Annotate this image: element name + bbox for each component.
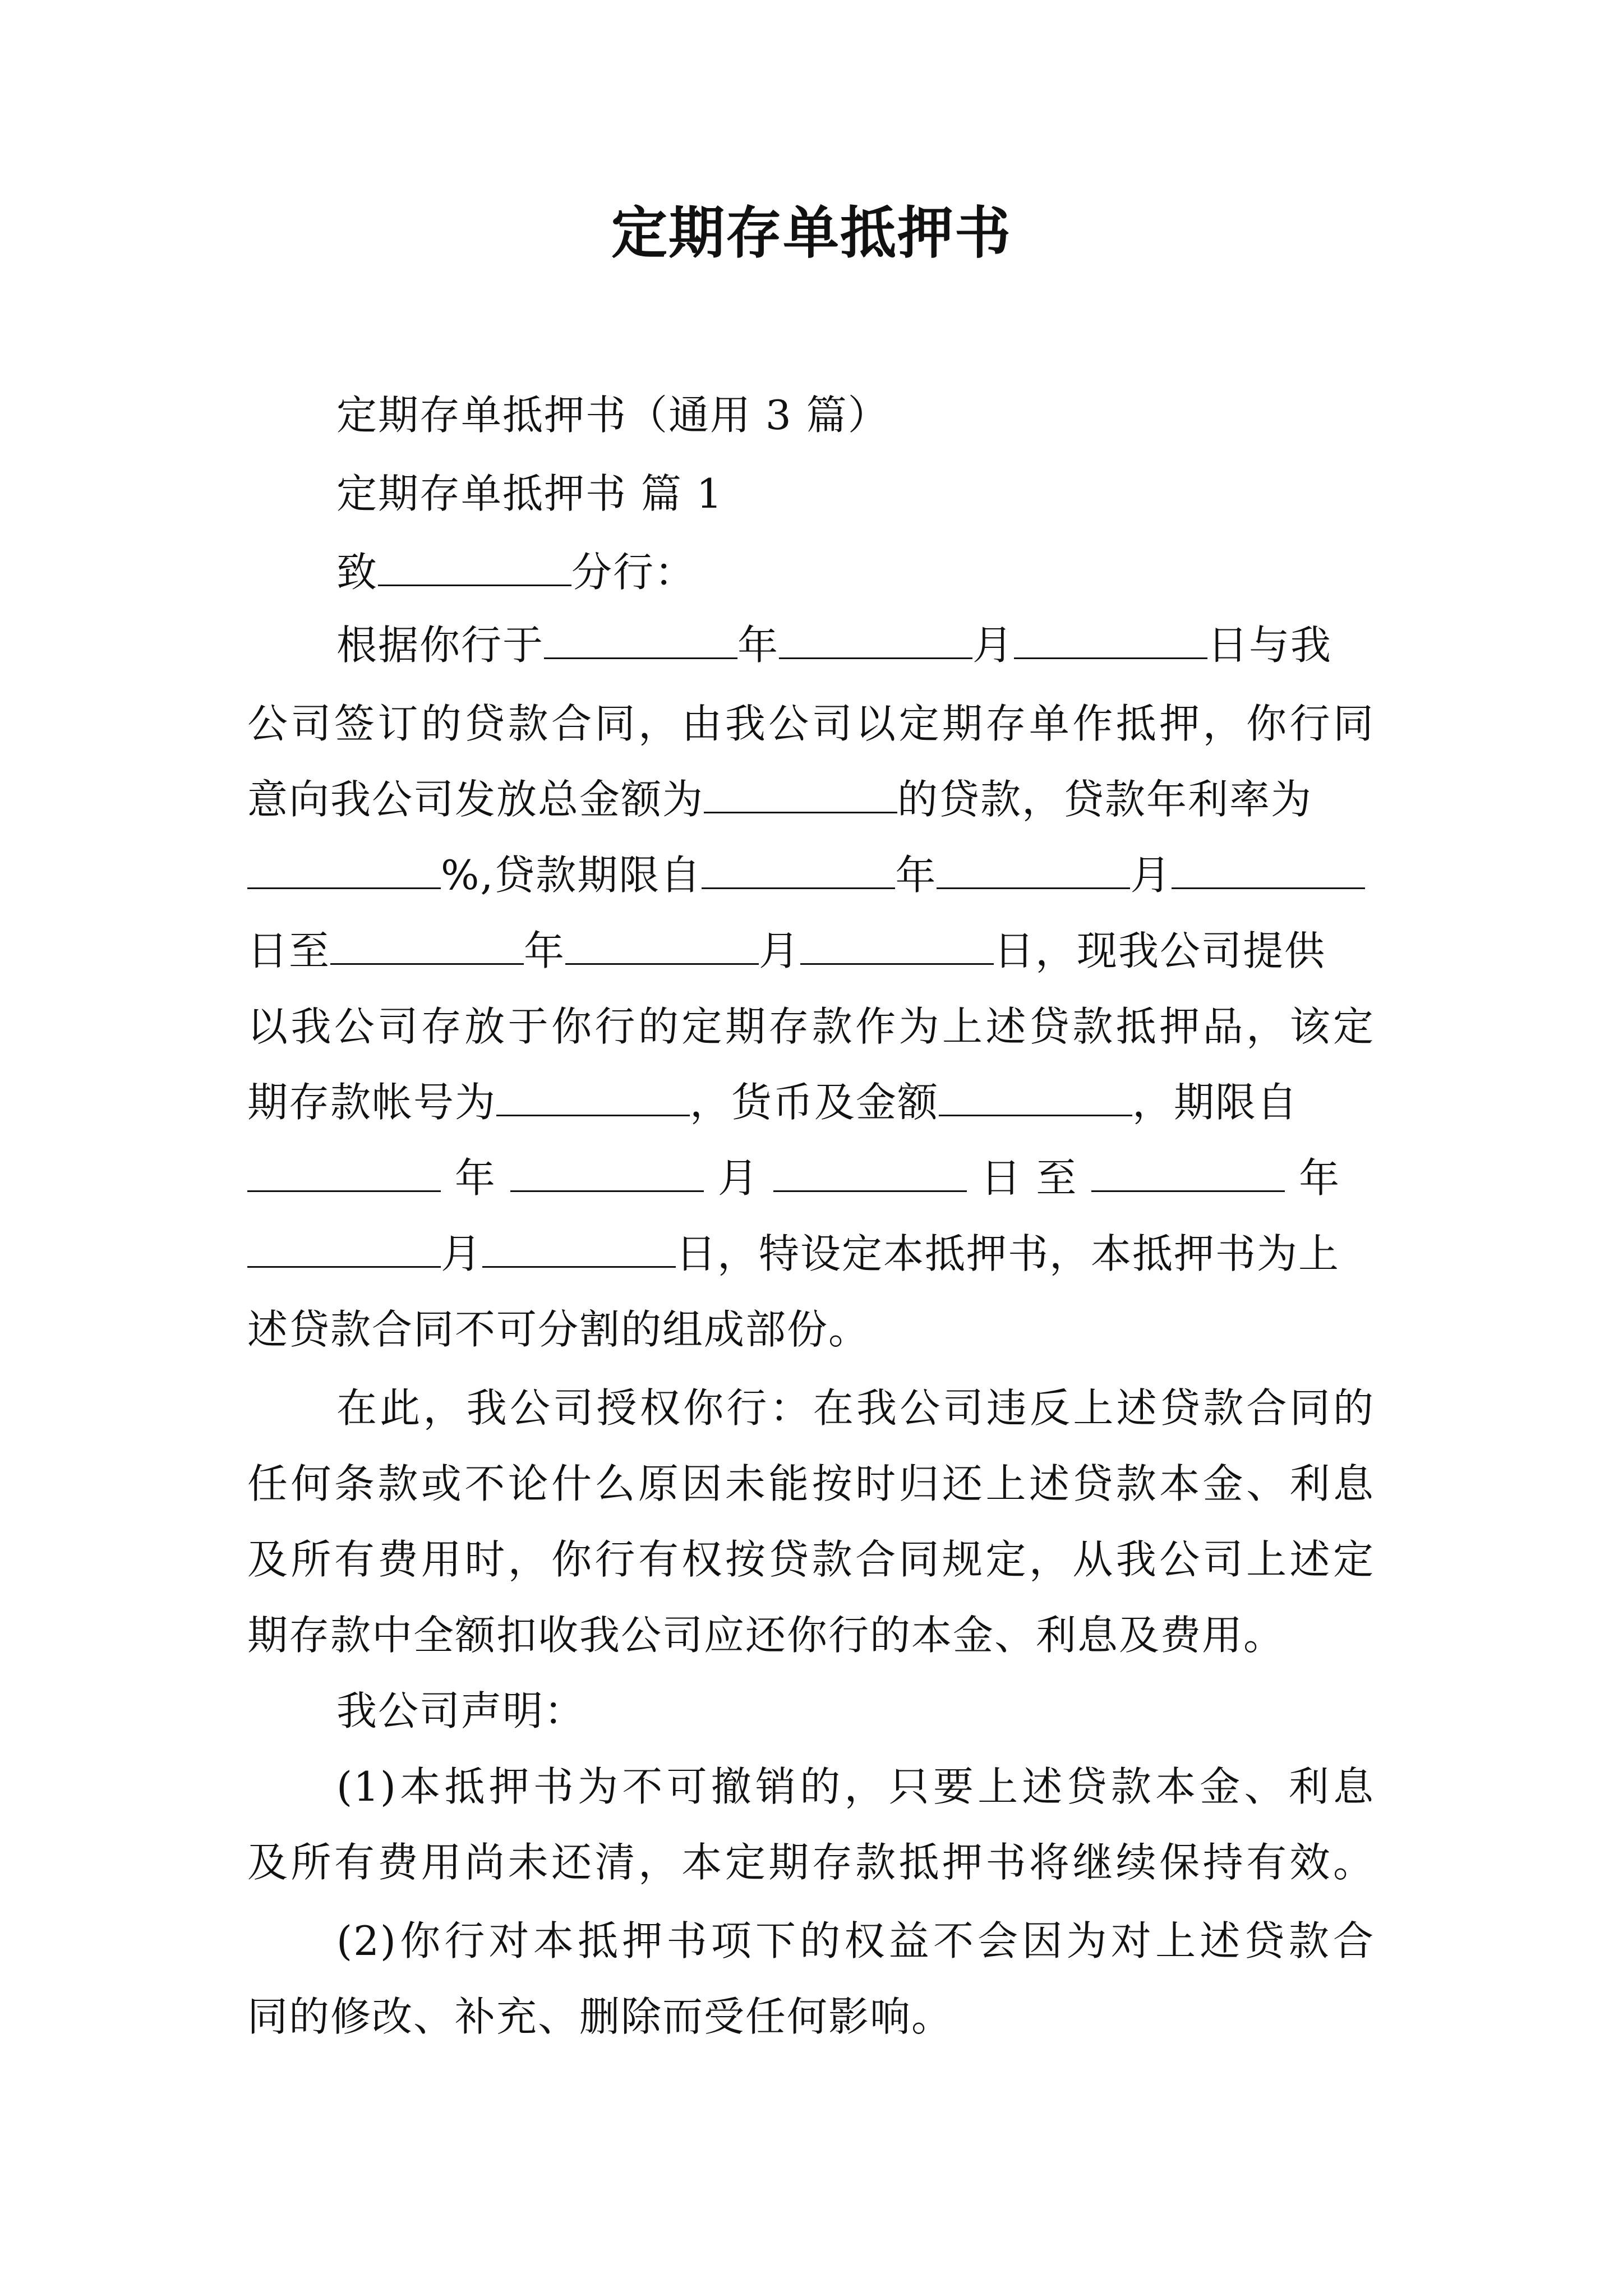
body-line-11 xyxy=(247,1150,1340,1206)
document-subtitle: 定期存单抵押书（通用 3 篇） xyxy=(336,392,889,439)
term-start-year-blank xyxy=(247,1156,441,1192)
body-line-10 xyxy=(247,1074,1298,1130)
body-line-13: 述贷款合同不可分割的组成部份。 xyxy=(247,1306,870,1353)
body-line-17: 期存款中全额扣收我公司应还你行的本金、利息及费用。 xyxy=(247,1612,1285,1659)
text-segment: 年 xyxy=(454,1154,496,1202)
body-line-5: 公司签订的贷款合同，由我公司以定期存单作抵押，你行同 xyxy=(247,700,1375,747)
body-line-4 xyxy=(336,617,1332,673)
end-year-blank xyxy=(330,928,524,965)
declaration-heading: 我公司声明： xyxy=(336,1687,586,1734)
addressee-line xyxy=(336,544,696,600)
end-month-blank xyxy=(565,928,759,965)
text-segment: 根据你行于 xyxy=(336,622,545,669)
term-end-year-blank xyxy=(1091,1156,1285,1192)
body-line-9: 以我公司存放于你行的定期存款作为上述贷款抵押品，该定 xyxy=(247,1003,1375,1050)
text-segment: 日，现我公司提供 xyxy=(994,927,1326,974)
body-line-15: 任何条款或不论什么原因未能按时归还上述贷款本金、利息 xyxy=(247,1460,1375,1507)
addressee-to: 致 xyxy=(336,549,379,596)
date-month-blank xyxy=(779,623,972,659)
document-title: 定期存单抵押书 xyxy=(611,200,1012,266)
text-segment: 月 xyxy=(1130,852,1172,899)
body-line-8 xyxy=(247,923,1326,979)
start-day-blank xyxy=(1172,853,1365,889)
text-segment: 日，特设定本抵押书，本抵押书为上 xyxy=(676,1230,1340,1277)
body-line-12 xyxy=(247,1226,1340,1282)
text-segment: 月 xyxy=(759,927,801,974)
addressee-branch: 分行： xyxy=(571,549,697,596)
text-segment: 月 xyxy=(441,1230,483,1277)
text-segment: 月 xyxy=(972,622,1015,669)
body-line-14: 在此，我公司授权你行：在我公司违反上述贷款合同的 xyxy=(336,1384,1375,1432)
text-segment: 年 xyxy=(1299,1154,1341,1202)
end-day-blank xyxy=(800,928,994,965)
text-segment: 的贷款，贷款年利率为 xyxy=(897,776,1313,823)
term-end-day-blank xyxy=(482,1231,676,1268)
text-segment: 月 xyxy=(717,1154,759,1202)
amount-blank xyxy=(704,777,897,813)
section-heading: 定期存单抵押书 篇 1 xyxy=(336,470,723,517)
term-end-month-blank xyxy=(247,1231,441,1268)
clause-1-line-1: (1)本抵押书为不可撤销的，只要上述贷款本金、利息 xyxy=(336,1763,1375,1810)
account-number-blank xyxy=(496,1080,690,1116)
currency-amount-blank xyxy=(939,1080,1132,1116)
text-segment: 日 至 xyxy=(980,1154,1078,1202)
text-segment: ，货币及金额 xyxy=(690,1079,939,1126)
branch-blank xyxy=(378,550,571,586)
start-year-blank xyxy=(702,853,895,889)
rate-blank xyxy=(247,853,441,889)
text-segment: 年 xyxy=(524,927,566,974)
body-line-16: 及所有费用时，你行有权按贷款合同规定，从我公司上述定 xyxy=(247,1536,1375,1583)
text-segment: ，期限自 xyxy=(1132,1079,1299,1126)
date-day-blank xyxy=(1014,623,1207,659)
text-segment: 期存款帐号为 xyxy=(247,1079,497,1126)
text-segment: 意向我公司发放总金额为 xyxy=(247,776,704,823)
term-start-day-blank xyxy=(773,1156,967,1192)
term-start-month-blank xyxy=(510,1156,704,1192)
text-segment: %,贷款期限自 xyxy=(441,852,702,899)
text-segment: 年 xyxy=(737,622,780,669)
text-segment: 日与我 xyxy=(1207,622,1332,669)
text-segment: 日至 xyxy=(247,927,331,974)
clause-2-line-1: (2)你行对本抵押书项下的权益不会因为对上述贷款合 xyxy=(336,1917,1375,1964)
text-segment: 年 xyxy=(895,852,937,899)
body-line-6 xyxy=(247,771,1312,827)
start-month-blank xyxy=(937,853,1130,889)
clause-1-line-2: 及所有费用尚未还清，本定期存款抵押书将继续保持有效。 xyxy=(247,1839,1375,1886)
clause-2-line-2: 同的修改、补充、删除而受任何影响。 xyxy=(247,1993,953,2040)
body-line-7 xyxy=(247,847,1365,903)
date-year-blank xyxy=(544,623,737,659)
